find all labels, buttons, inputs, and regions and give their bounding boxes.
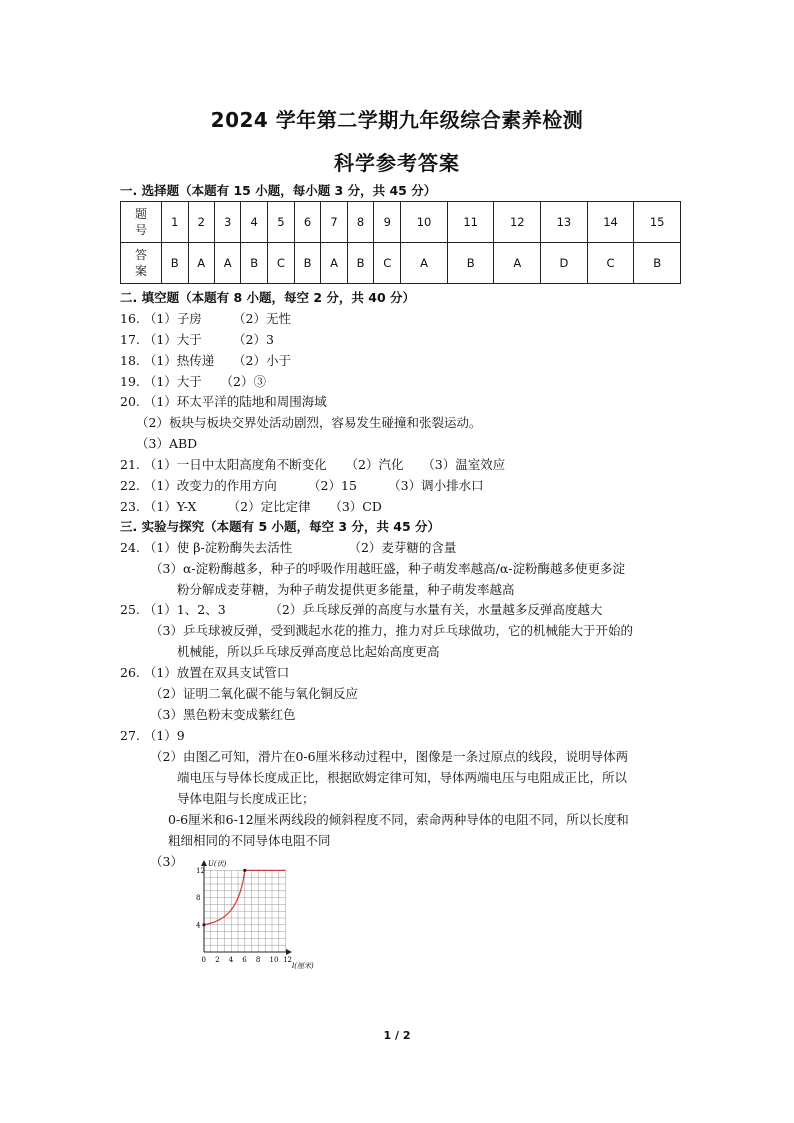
answer-line-26-1: 26. （1）放置在双具支试管口 (120, 665, 290, 680)
answer-cell: C (267, 243, 294, 284)
answer-line-24-3b: 粉分解成麦芽糖，为种子萌发提供更多能量，种子萌发率越高 (177, 582, 515, 597)
answer-line-25-3b: 机械能，所以乒乓球反弹高度总比起始高度更高 (177, 644, 440, 659)
answer-cell: A (321, 243, 347, 284)
row-label-answer: 答案 (121, 243, 162, 284)
answer-line-21: 21. （1）一日中太阳高度角不断变化 （2）汽化 （3）温室效应 (120, 457, 506, 472)
answer-line-20-2: （2）板块与板块交界处活动剧烈，容易发生碰撞和张裂运动。 (136, 415, 482, 430)
qnum-cell: 7 (321, 202, 347, 243)
answer-cell: D (541, 243, 588, 284)
answer-cell: A (214, 243, 240, 284)
answer-line-27-2e: 粗细相同的不同导体电阻不同 (168, 833, 331, 848)
answer-line-27-2d: 0-6厘米和6-12厘米两线段的倾斜程度不同，索命两种导体的电阻不同，所以长度和 (168, 812, 629, 827)
graph-grid (204, 870, 286, 952)
y-tick-label: 8 (196, 894, 201, 903)
answer-line-16: 16. （1）子房 （2）无性 (120, 311, 292, 326)
answer-cell: B (347, 243, 374, 284)
answer-cell: B (294, 243, 321, 284)
answer-line-24-1: 24. （1）使 β-淀粉酶失去活性 （2）麦芽糖的含量 (120, 540, 457, 555)
qnum-cell: 8 (347, 202, 374, 243)
qnum-cell: 4 (241, 202, 268, 243)
qnum-cell: 1 (162, 202, 189, 243)
x-ticks (202, 956, 293, 964)
voltage-length-graph (196, 858, 336, 974)
answer-line-27-1: 27. （1）9 (120, 728, 185, 743)
qnum-cell: 13 (541, 202, 588, 243)
knee-point (243, 869, 246, 872)
answer-cell: A (401, 243, 448, 284)
qnum-cell: 6 (294, 202, 321, 243)
x-tick-label: 12 (283, 956, 293, 964)
answer-cell: C (374, 243, 401, 284)
section1-heading: 一. 选择题（本题有 15 小题，每小题 3 分，共 45 分） (120, 183, 437, 198)
answer-cell: B (447, 243, 494, 284)
answer-cell: B (634, 243, 681, 284)
qnum-cell: 11 (447, 202, 494, 243)
answer-line-25-3: （3）乒乓球被反弹，受到溅起水花的推力，推力对乒乓球做功，它的机械能大于开始的 (150, 623, 633, 638)
answer-line-20-3: （3）ABD (136, 436, 198, 451)
page-number: 1 / 2 (383, 1029, 411, 1042)
answer-cell: B (162, 243, 189, 284)
answer-line-23: 23. （1）Y-X （2）定比定律 （3）CD (120, 499, 382, 514)
answer-line-27-2b: 端电压与导体长度成正比，根据欧姆定律可知，导体两端电压与电阻成正比，所以 (177, 770, 628, 785)
answer-line-22: 22. （1）改变力的作用方向 （2）15 （3）调小排水口 (120, 478, 484, 493)
answer-line-27-3: （3） (150, 854, 183, 869)
y-axis-arrow (201, 860, 207, 866)
answer-line-25-1: 25. （1）1、2、3 （2）乒乓球反弹的高度与水量有关，水量越多反弹高度越大 (120, 602, 603, 617)
answer-line-27-2a: （2）由图乙可知，滑片在0-6厘米移动过程中，图像是一条过原点的线段，说明导体两 (150, 749, 629, 764)
answer-cell: C (587, 243, 634, 284)
section3-heading: 三. 实验与探究（本题有 5 小题，每空 3 分，共 45 分） (120, 519, 441, 534)
x-tick-label: 4 (228, 956, 234, 964)
answer-cell: B (241, 243, 268, 284)
answer-line-26-3: （3）黑色粉末变成紫红色 (150, 707, 296, 722)
answer-line-26-2: （2）证明二氧化碳不能与氧化铜反应 (150, 686, 358, 701)
x-axis-arrow (286, 949, 292, 955)
y-tick-label: 12 (196, 866, 205, 875)
answer-cell: A (494, 243, 541, 284)
answer-line-17: 17. （1）大于 （2）3 (120, 332, 274, 347)
answer-line-27-2c: 导体电阻与长度成正比； (177, 791, 315, 806)
x-tick-label: 6 (242, 956, 247, 964)
qnum-cell: 12 (494, 202, 541, 243)
x-tick-label: 10 (269, 956, 279, 964)
qnum-cell: 10 (401, 202, 448, 243)
x-tick-label: 8 (255, 956, 261, 964)
document-subtitle: 科学参考答案 (334, 151, 460, 175)
qnum-cell: 9 (374, 202, 401, 243)
x-tick-label: 0 (201, 956, 206, 964)
answer-table (120, 201, 681, 284)
row-label-number: 题号 (121, 202, 162, 243)
y-tick-label: 4 (196, 921, 201, 930)
answer-line-24-3: （3）α-淀粉酶越多，种子的呼吸作用越旺盛，种子萌发率越高/α-淀粉酶越多使更多淀 (150, 561, 625, 576)
qnum-cell: 3 (214, 202, 240, 243)
qnum-cell: 5 (267, 202, 294, 243)
section2-heading: 二. 填空题（本题有 8 小题，每空 2 分，共 40 分） (120, 290, 416, 305)
x-axis-label: l(厘米) (292, 962, 314, 970)
qnum-cell: 15 (634, 202, 681, 243)
answer-cell: A (188, 243, 214, 284)
qnum-cell: 14 (587, 202, 634, 243)
question-number-row (121, 202, 681, 243)
document-title: 2024 学年第二学期九年级综合素养检测 (210, 108, 584, 132)
qnum-cell: 2 (188, 202, 214, 243)
x-tick-label: 2 (215, 956, 220, 964)
y-axis-label: U(伏) (208, 860, 227, 868)
answer-line-18: 18. （1）热传递 （2）小于 (120, 353, 292, 368)
answer-line-20-1: 20. （1）环太平洋的陆地和周围海域 (120, 394, 327, 409)
answer-row (121, 243, 681, 284)
answer-line-19: 19. （1）大于 （2）③ (120, 374, 267, 389)
start-point (202, 923, 205, 926)
